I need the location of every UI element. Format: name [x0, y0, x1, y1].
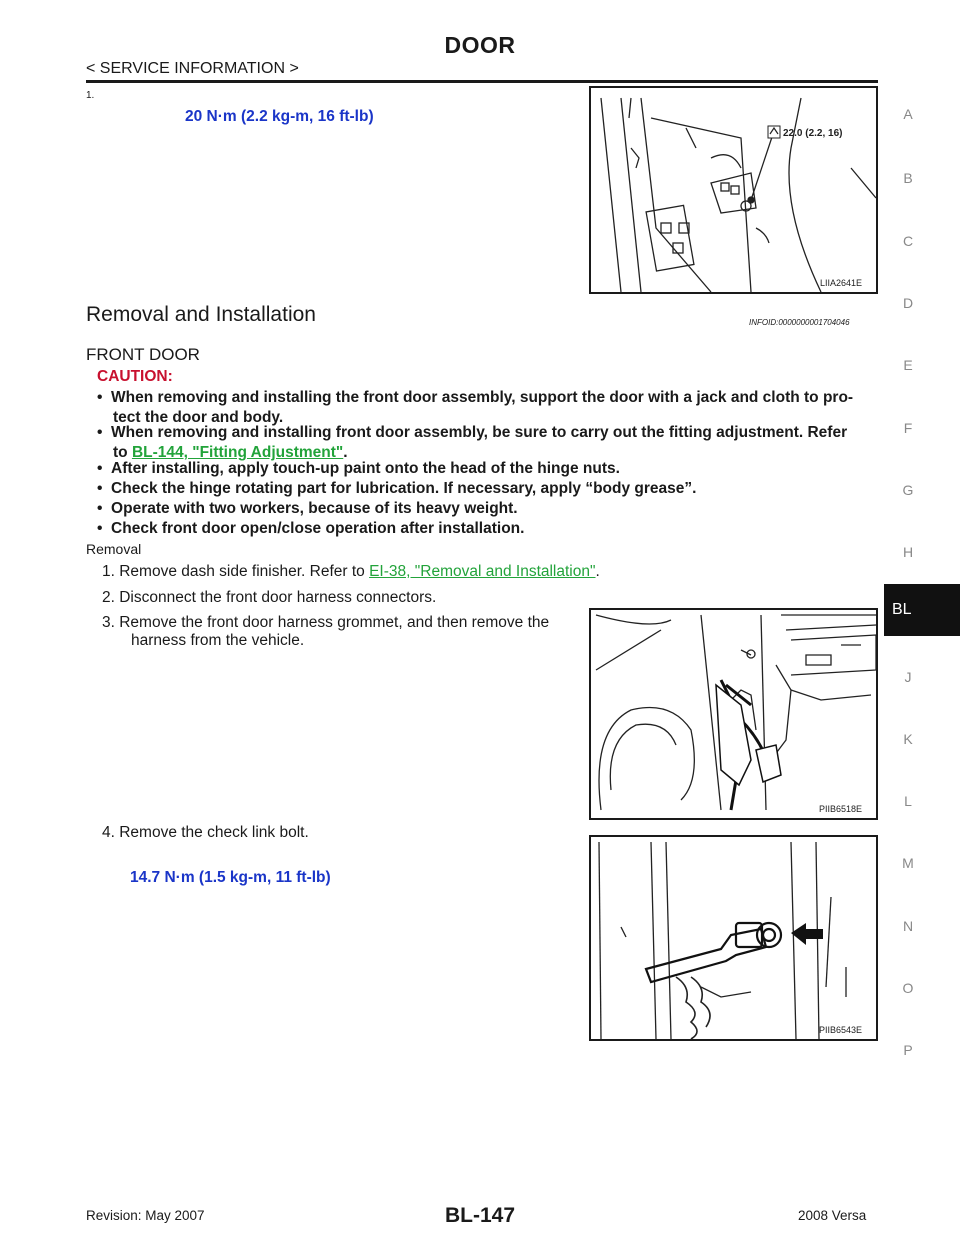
caution-item: • Check front door open/close operation after installation. [97, 520, 525, 537]
harness-illustration [591, 610, 876, 818]
footer-revision: Revision: May 2007 [86, 1208, 205, 1223]
caution-item: • Check the hinge rotating part for lubrication. If necessary, apply “body grease”. [97, 480, 697, 497]
index-a[interactable]: A [903, 106, 913, 122]
index-o[interactable]: O [902, 980, 914, 996]
index-c[interactable]: C [902, 233, 914, 249]
link-fitting-adjustment[interactable]: BL-144, "Fitting Adjustment" [131, 444, 344, 461]
index-bl-active[interactable]: BL [884, 584, 960, 636]
section-title: Removal and Installation [86, 303, 316, 326]
header-divider [86, 80, 878, 83]
hinge-torque-label: 22.0 (2.2, 16) [783, 128, 843, 139]
figure-id-3: PIIB6543E [818, 1025, 862, 1035]
index-l[interactable]: L [904, 793, 912, 809]
caution-item-continued: tect the door and body. [113, 409, 284, 426]
arrow-pointer [791, 923, 823, 945]
step-fragment: 1. [86, 90, 95, 101]
index-h[interactable]: H [902, 544, 914, 560]
footer-model: 2008 Versa [798, 1208, 867, 1223]
index-n[interactable]: N [902, 918, 914, 934]
index-g[interactable]: G [902, 482, 914, 498]
caution-item: • After installing, apply touch-up paint onto the head of the hinge nuts. [97, 460, 620, 477]
index-f[interactable]: F [903, 420, 913, 436]
figure-id-1: LIIA2641E [819, 278, 862, 288]
index-e[interactable]: E [903, 357, 913, 373]
index-d[interactable]: D [902, 295, 914, 311]
figure-harness [589, 608, 878, 820]
link-removal-installation[interactable]: EI-38, "Removal and Installation" [369, 563, 596, 580]
figure-check-link [589, 835, 878, 1041]
figure-hinge [589, 86, 878, 294]
hinge-illustration [591, 88, 876, 292]
index-k[interactable]: K [903, 731, 913, 747]
figure-id-2: PIIB6518E [818, 804, 862, 814]
index-b[interactable]: B [903, 170, 913, 186]
removal-step-3: 3. Remove the front door harness grommet, and then remove the [102, 614, 550, 631]
caution-item: • When removing and installing the front door assembly, support the door with a jack and cloth to pro- [97, 389, 854, 406]
subheading-front-door: FRONT DOOR [86, 345, 200, 364]
torque-caption-1: 20 N·m (2.2 kg-m, 16 ft-lb) [185, 108, 374, 125]
page-title: DOOR [444, 32, 516, 58]
index-j[interactable]: J [904, 669, 912, 685]
removal-step-3-continued: harness from the vehicle. [131, 632, 305, 649]
removal-heading: Removal [86, 541, 142, 557]
index-p[interactable]: P [903, 1042, 913, 1058]
caution-item-continued: to BL-144, "Fitting Adjustment". [113, 444, 348, 461]
check-link-illustration [591, 837, 876, 1039]
removal-step-4: 4. Remove the check link bolt. [102, 824, 309, 841]
torque-caption-3: 14.7 N·m (1.5 kg-m, 11 ft-lb) [130, 869, 331, 886]
page-number: BL-147 [444, 1204, 516, 1227]
section-label: < SERVICE INFORMATION > [86, 60, 299, 77]
caution-item: • When removing and installing front door assembly, be sure to carry out the fitting adjustment. Refer [97, 424, 848, 441]
removal-step-2: 2. Disconnect the front door harness connectors. [102, 589, 437, 606]
removal-step-1: 1. Remove dash side finisher. Refer to EI-38, "Removal and Installation". [102, 563, 600, 580]
caution-heading: CAUTION: [97, 368, 173, 385]
index-m[interactable]: M [902, 855, 914, 871]
caution-item: • Operate with two workers, because of its heavy weight. [97, 500, 518, 517]
info-id: INFOID:0000000001704046 [749, 318, 850, 327]
